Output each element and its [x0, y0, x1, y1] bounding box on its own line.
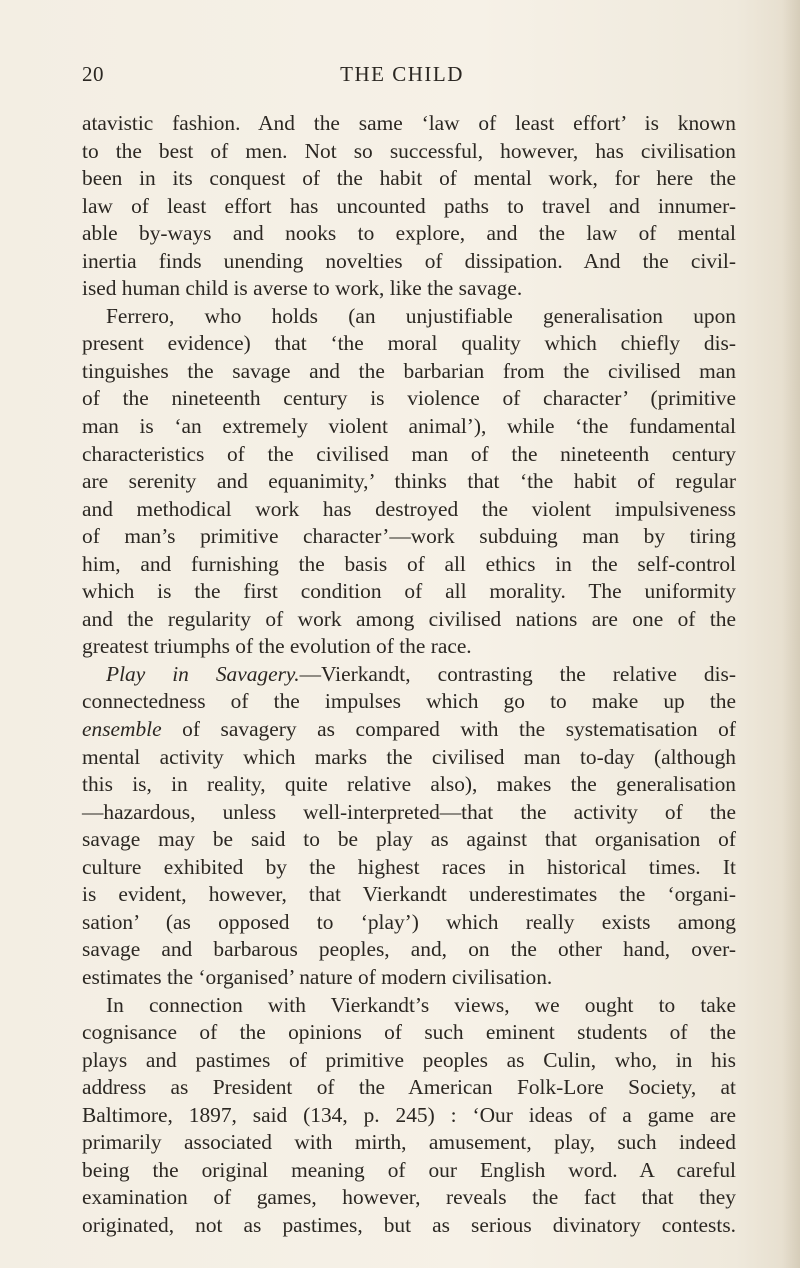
text-line: address as President of the American Folk-Lore Society, at	[82, 1075, 736, 1100]
text-line: able by-ways and nooks to explore, and the law of mental	[82, 221, 736, 246]
text-line: which is the first condition of all morality. The uniformity	[82, 579, 736, 604]
text-line: is evident, however, that Vierkandt underestimates the ‘organi-	[82, 882, 736, 907]
text-line: characteristics of the civilised man of the nineteenth century	[82, 441, 736, 466]
text-line: Baltimore, 1897, said (134, p. 245) : ‘Our ideas of a game are	[82, 1102, 736, 1127]
text-line: primarily associated with mirth, amusement, play, such indeed	[82, 1130, 736, 1155]
text-line: ised human child is averse to work, like the savage.	[82, 276, 523, 301]
page-number: 20	[82, 62, 104, 86]
text-line: man is ‘an extremely violent animal’), while ‘the fundamental	[82, 414, 736, 439]
text-line: him, and furnishing the basis of all ethics in the self-control	[82, 551, 736, 576]
text-line: savage may be said to be play as against that organisation of	[82, 827, 736, 852]
text-line: examination of games, however, reveals the fact that they	[82, 1185, 736, 1210]
text-line: to the best of men. Not so successful, however, has civilisation	[82, 138, 736, 163]
text-line: ensemble of savagery as compared with the systematisation of	[82, 717, 736, 742]
italic-term: ensemble	[82, 717, 162, 742]
text-line: estimates the ‘organised’ nature of modern civilisation.	[82, 964, 553, 989]
text-line: culture exhibited by the highest races in historical times. It	[82, 854, 736, 879]
text-line: present evidence) that ‘the moral quality which chiefly dis-	[82, 331, 736, 356]
text-line: been in its conquest of the habit of mental work, for here the	[82, 166, 736, 191]
text-line: greatest triumphs of the evolution of the race.	[82, 634, 472, 659]
text-line: atavistic fashion. And the same ‘law of least effort’ is known	[82, 111, 736, 135]
text-line: Play in Savagery.—Vierkandt, contrasting the relative dis-	[106, 661, 736, 686]
text-line: and the regularity of work among civilised nations are one of the	[82, 606, 736, 631]
text-line: of man’s primitive character’—work subduing man by tiring	[82, 524, 736, 549]
text-line: and methodical work has destroyed the violent impulsiveness	[82, 496, 736, 521]
text-line: are serenity and equanimity,’ thinks that ‘the habit of regular	[82, 469, 736, 494]
text-line: In connection with Vierkandt’s views, we ought to take	[106, 992, 736, 1017]
text-line: —hazardous, unless well-interpreted—that the activity of the	[82, 799, 736, 824]
page-edge-shadow	[782, 0, 800, 1268]
text-line: connectedness of the impulses which go to make up the	[82, 689, 736, 714]
text-line: Ferrero, who holds (an unjustifiable generalisation upon	[106, 303, 736, 328]
running-title: THE CHILD	[340, 62, 464, 86]
section-heading: Play in Savagery.	[106, 661, 300, 686]
text-line: of the nineteenth century is violence of character’ (primitive	[82, 386, 736, 411]
text-line: mental activity which marks the civilised man to-day (although	[82, 744, 736, 769]
text-line: originated, not as pastimes, but as serious divinatory contests.	[82, 1212, 736, 1237]
text-line: being the original meaning of our English word. A careful	[82, 1157, 736, 1182]
text-line: plays and pastimes of primitive peoples as Culin, who, in his	[82, 1047, 736, 1072]
text-line: savage and barbarous peoples, and, on the other hand, over-	[82, 937, 736, 962]
text-line: inertia finds unending novelties of dissipation. And the civil-	[82, 248, 736, 273]
text-line: this is, in reality, quite relative also), makes the generalisation	[82, 772, 736, 797]
text-line: cognisance of the opinions of such eminent students of the	[82, 1020, 736, 1045]
body-text	[82, 110, 736, 1239]
text-line: tinguishes the savage and the barbarian from the civilised man	[82, 358, 736, 383]
text-line: law of least effort has uncounted paths to travel and innumer-	[82, 193, 736, 218]
running-head	[82, 62, 722, 90]
text-line: sation’ (as opposed to ‘play’) which really exists among	[82, 909, 736, 934]
